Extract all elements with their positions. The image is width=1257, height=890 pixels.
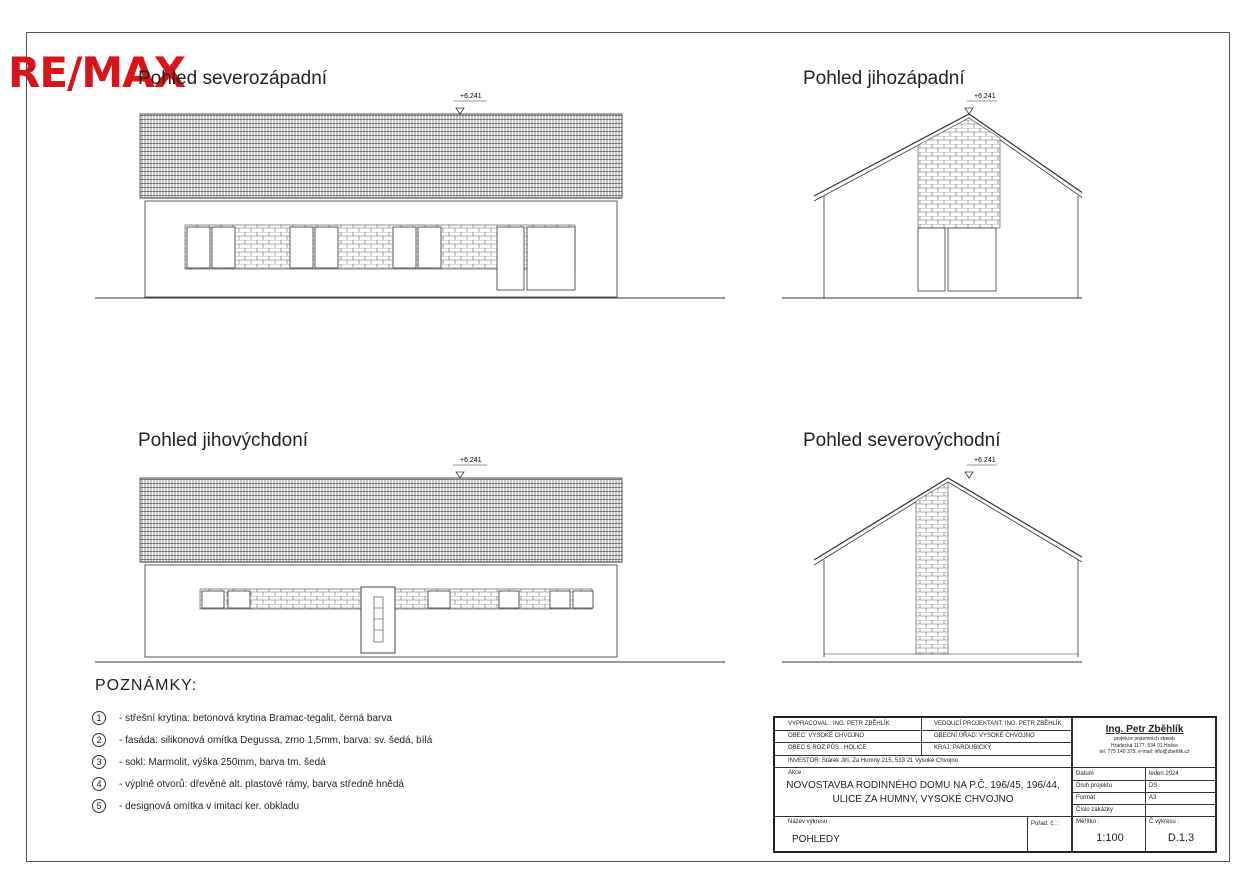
view-title-northwest: Pohled severozápadní xyxy=(138,68,328,89)
obec-s-rozpus: OBEC S ROZ.PŮS.: HOLICE xyxy=(788,745,867,751)
view-title-southwest: Pohled jihozápadní xyxy=(803,68,965,89)
company-address: Hradecká 1177, 534 01 Holice xyxy=(1111,743,1178,749)
note-text: - střešní krytina: betonová krytina Bramac-tegalit, černá barva xyxy=(119,712,392,724)
elevation-southeast xyxy=(95,452,725,667)
format-value: A3 xyxy=(1149,795,1157,801)
elevation-southwest xyxy=(782,88,1082,303)
nazev-vykresu-label: Název výkresu : xyxy=(788,819,831,825)
note-number: 1 xyxy=(92,711,106,725)
elevation-mark-label: +6.241 xyxy=(460,93,482,100)
company-name: Ing. Petr Zběhlík xyxy=(1105,724,1184,735)
elevation-mark-label: +6.241 xyxy=(460,457,482,464)
terrace-doors xyxy=(918,228,996,291)
note-text: - výplně otvorů: dřevěné alt. plastové rámy, barva středně hnědá xyxy=(119,778,404,790)
elevation-mark-label: +6.241 xyxy=(974,457,996,464)
notes-title: POZNÁMKY: xyxy=(95,677,198,694)
view-title-southeast: Pohled jihovýchdoní xyxy=(138,430,309,451)
cislo-vykresu-label: Č.výkresu : xyxy=(1149,819,1180,825)
company-subtitle: projekce pozemních staveb xyxy=(1114,736,1175,742)
cislo-vykresu-value: D.1.3 xyxy=(1167,832,1195,844)
obecni-urad: OBECNÍ ÚŘAD: VYSOKÉ CHVOJNO xyxy=(934,733,1035,739)
datum-label: Datum xyxy=(1076,771,1094,777)
poradi-label: Pořad. č. : xyxy=(1031,821,1059,827)
roof xyxy=(140,114,622,198)
note-item xyxy=(92,733,432,747)
elevation-northeast xyxy=(782,452,1082,667)
title-block xyxy=(773,716,1217,853)
note-number: 5 xyxy=(92,799,106,813)
akce-line-2: ULICE ZA HUMNY, VYSOKÉ CHVOJNO xyxy=(832,794,1014,805)
note-item xyxy=(92,799,299,813)
note-text: - designová omítka v imitaci ker. obkladu xyxy=(119,800,300,812)
elevation-northwest xyxy=(95,88,725,303)
kraj: KRAJ: PARDUBICKÝ xyxy=(934,745,992,751)
format-label: Formát xyxy=(1076,795,1096,801)
entrance-door xyxy=(361,587,395,653)
druh-projektu-value: DS xyxy=(1149,783,1158,789)
akce-line-1: NOVOSTAVBA RODINNÉHO DOMU NA P.Č. 196/45, 196/44, xyxy=(786,780,1060,791)
meritko-value: 1:100 xyxy=(1096,832,1124,844)
company-contact: tel. 775 140 375, e-mail: info@zbehlik.cz xyxy=(1099,749,1190,755)
note-item xyxy=(92,711,392,725)
vypracoval: VYPRACOVAL : ING. PETR ZBĚHLÍK xyxy=(788,721,890,727)
note-number: 2 xyxy=(92,733,106,747)
elevation-mark-label: +6.241 xyxy=(974,93,996,100)
akce-label: Akce : xyxy=(788,770,805,776)
note-text: - sokl: Marmolit, výška 250mm, barva tm. šedá xyxy=(119,756,326,768)
terrace-doors xyxy=(497,227,575,290)
note-item xyxy=(92,755,326,769)
investor: INVESTOR: Stárek Jiří, Za Humny 215, 533 21 Vysoké Chvojno xyxy=(788,758,959,764)
obec: OBEC: VYSOKÉ CHVOJNO xyxy=(788,733,865,739)
note-item xyxy=(92,777,404,791)
note-text: - fasáda: silikonová omítka Degussa, zrno 1,5mm, barva: sv. šedá, bílá xyxy=(119,734,433,746)
nazev-vykresu: POHLEDY xyxy=(792,834,840,845)
cislo-zakazky-label: Číslo zakázky xyxy=(1076,807,1114,813)
note-number: 4 xyxy=(92,777,106,791)
vedouci-projektant: VEDOUCÍ PROJEKTANT: ING. PETR ZBĚHLÍK xyxy=(934,721,1062,727)
remax-logo: RE/MAX xyxy=(8,48,186,97)
roof xyxy=(140,478,622,562)
note-number: 3 xyxy=(92,755,106,769)
meritko-label: Měřítko : xyxy=(1076,819,1100,825)
datum-value: leden 2024 xyxy=(1149,771,1179,777)
druh-projektu-label: Druh projektu xyxy=(1076,783,1113,789)
view-title-northeast: Pohled severovýchodní xyxy=(803,430,1001,451)
